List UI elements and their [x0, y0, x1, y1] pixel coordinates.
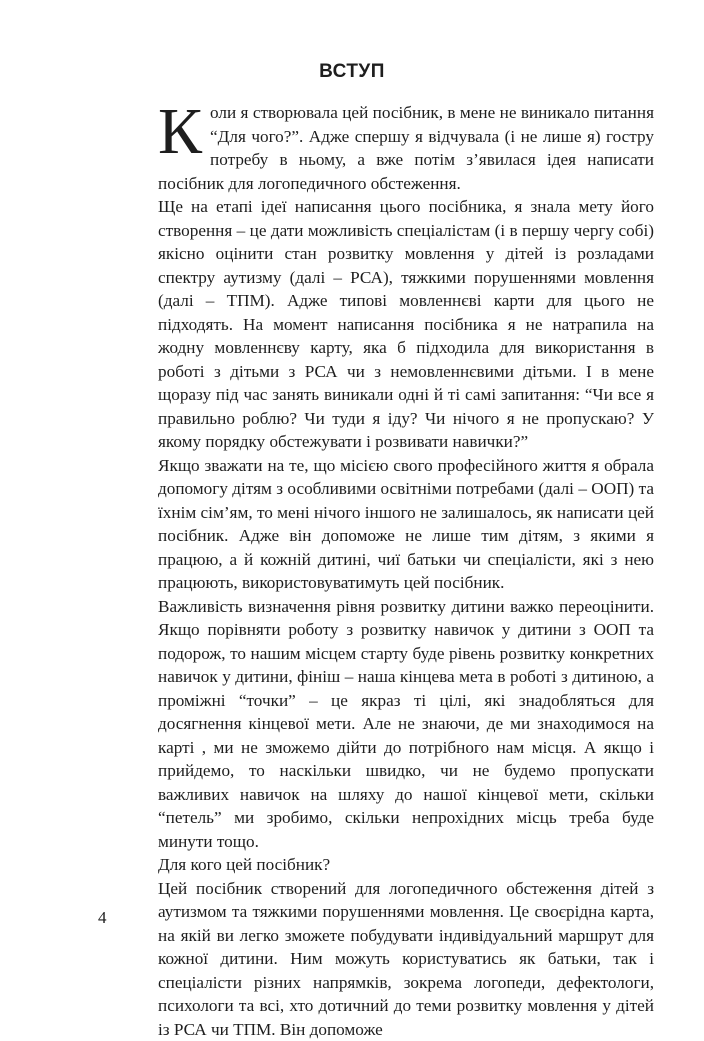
drop-cap: К	[158, 107, 202, 157]
first-paragraph	[158, 101, 654, 195]
paragraph: Якщо зважати на те, що місією свого професійного життя я обрала допомогу дітям з особливими освітніми потребами (далі – ООП) та їхнім сім’ям, то мені нічого іншого не залишалось, як написати цей посібник. Адже він допоможе не лише тим дітям, з якими я працюю, а й кожній дитині, чиї батьки чи спеціалісти, які з нею працюють, використовуватимуть цей посібник.	[158, 454, 654, 595]
page-title: ВСТУП	[0, 61, 704, 83]
first-paragraph-text: оли я створювала цей посібник, в мене не виникало питання “Для чого?”. Адже спершу я відчувала (і не лише я) гостру потребу в ньому, а вже потім з’явилася ідея написати посібник для логопедичного обстеження.	[158, 103, 654, 193]
paragraph: Цей посібник створений для логопедичного обстеження дітей з аутизмом та тяжкими порушеннями мовлення. Це своєрідна карта, на якій ви легко зможете побудувати індивідуальний маршрут для кожної дитини. Ним можуть користуватись як батьки, так і спеціалісти різних напрямків, зокрема логопеди, дефектологи, психологи та всі, хто дотичний до теми розвитку мовлення у дітей із РСА чи ТПМ. Він допоможе	[158, 877, 654, 1041]
paragraph: Важливість визначення рівня розвитку дитини важко переоцінити. Якщо порівняти роботу з розвитку навичок у дитини з ООП та подорож, то нашим місцем старту буде рівень розвитку конкретних навичок у дитини, фініш – наша кінцева мета в роботі з дитиною, а проміжні “точки” – це якраз ті цілі, які знадобляться для досягнення кінцевої мети. Але не знаючи, де ми знаходимося на карті , ми не зможемо дійти до потрібного нам місця. А якщо і прийдемо, то наскільки швидко, чи не будемо пропускати важливих навичок на шляху до нашої кінцевої мети, скільки “петель” ми зробимо, скільки непрохідних місць треба буде минути тощо.	[158, 595, 654, 854]
paragraph: Ще на етапі ідеї написання цього посібника, я знала мету його створення – це дати можливість спеціалістам (і в першу чергу собі) якісно оцінити стан розвитку мовлення у дітей із розладами спектру аутизму (далі – РСА), тяжкими порушеннями мовлення (далі – ТПМ). Адже типові мовленнєві карти для цього не підходять. На момент написання посібника я не натрапила на жодну мовленнєву карту, яка б підходила для використання в роботі з дітьми з РСА чи з немовленнєвими дітьми. І в мене щоразу під час занять виникали одні й ті самі запитання: “Чи все я правильно роблю? Чи туди я іду? Чи нічого я не пропускаю? У якому порядку обстежувати і розвивати навички?”	[158, 195, 654, 454]
body-text	[158, 101, 654, 1041]
paragraph-question: Для кого цей посібник?	[158, 853, 654, 877]
page-number: 4	[98, 908, 107, 928]
